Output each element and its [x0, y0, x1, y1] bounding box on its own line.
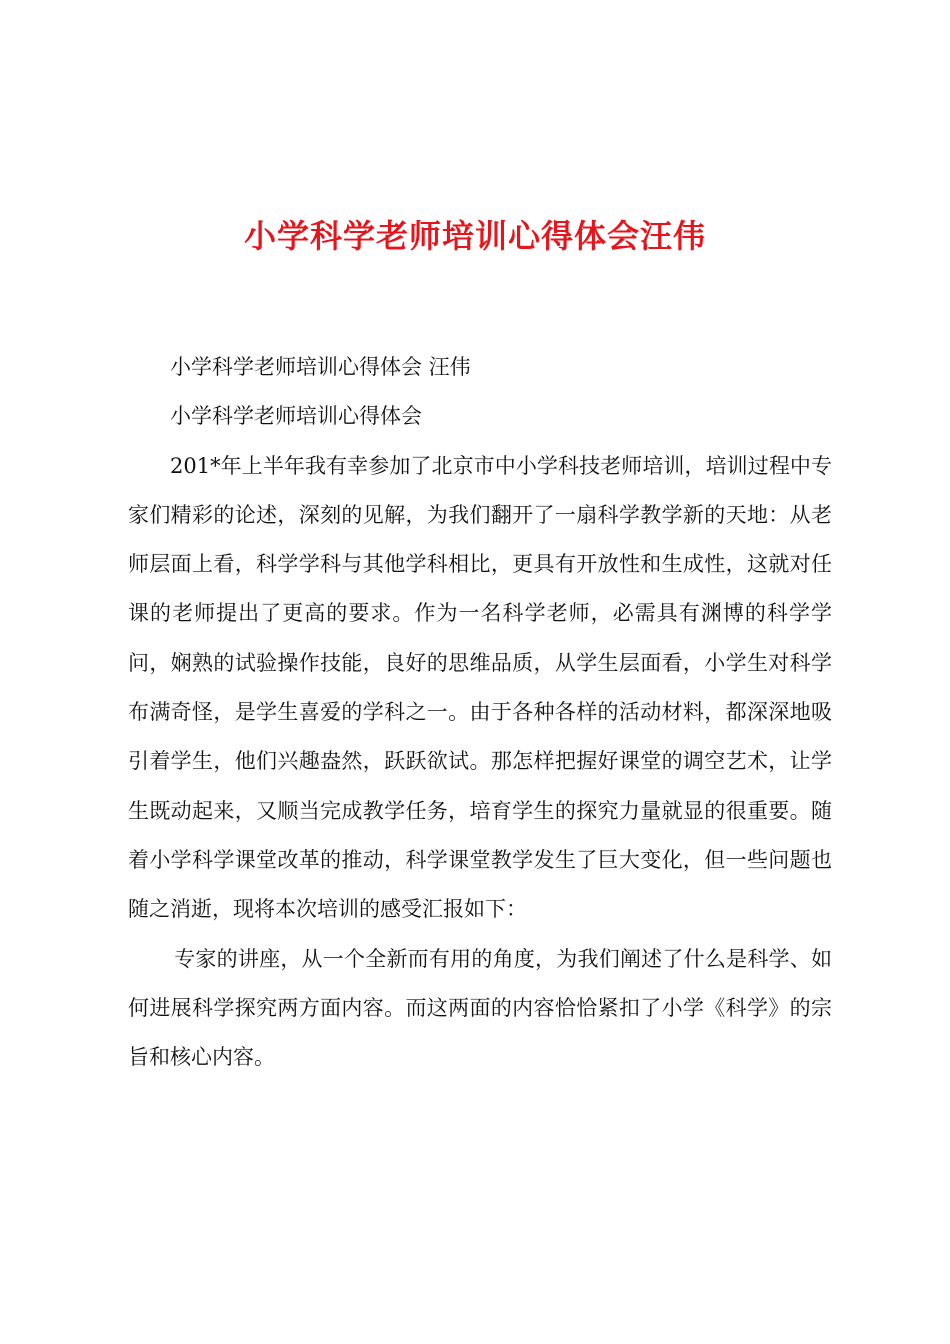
paragraph-subtitle: 小学科学老师培训心得体会: [170, 404, 422, 429]
document-title: 小学科学老师培训心得体会汪伟: [243, 217, 706, 255]
paragraph-intro: 201*年上半年我有幸参加了北京市中小学科技老师培训，培训过程中专家们精彩的论述，深刻的见解，为我们翻开了一扇科学教学新的天地：从老师层面上看，科学学科与其他学科相比，更具有开放性和生成性，这就对任课的老师提出了更高的要求。作为一名科学老师，必需具有渊博的科学学问，娴熟的试验操作技能，良好的思维品质，从学生层面看，小学生对科学布满奇怪，是学生喜爱的学科之一。由于各种各样的活动材料，都深深地吸引着学生，他们兴趣盎然，跃跃欲试。那怎样把握好课堂的调空艺术，让学生既动起来，又顺当完成教学任务，培育学生的探究力量就显的很重要。随着小学科学课堂改革的推动，科学课堂教学发生了巨大变化，但一些问题也随之消逝，现将本次培训的感受汇报如下：: [128, 453, 832, 922]
document-body: [128, 343, 832, 1082]
paragraph-expert-lecture: 专家的讲座，从一个全新而有用的角度，为我们阐述了什么是科学、如何进展科学探究两方面内容。而这两面的内容恰恰紧扣了小学《科学》的宗旨和核心内容。: [128, 946, 832, 1070]
paragraph-subtitle-author: 小学科学老师培训心得体会 汪伟: [170, 355, 471, 379]
